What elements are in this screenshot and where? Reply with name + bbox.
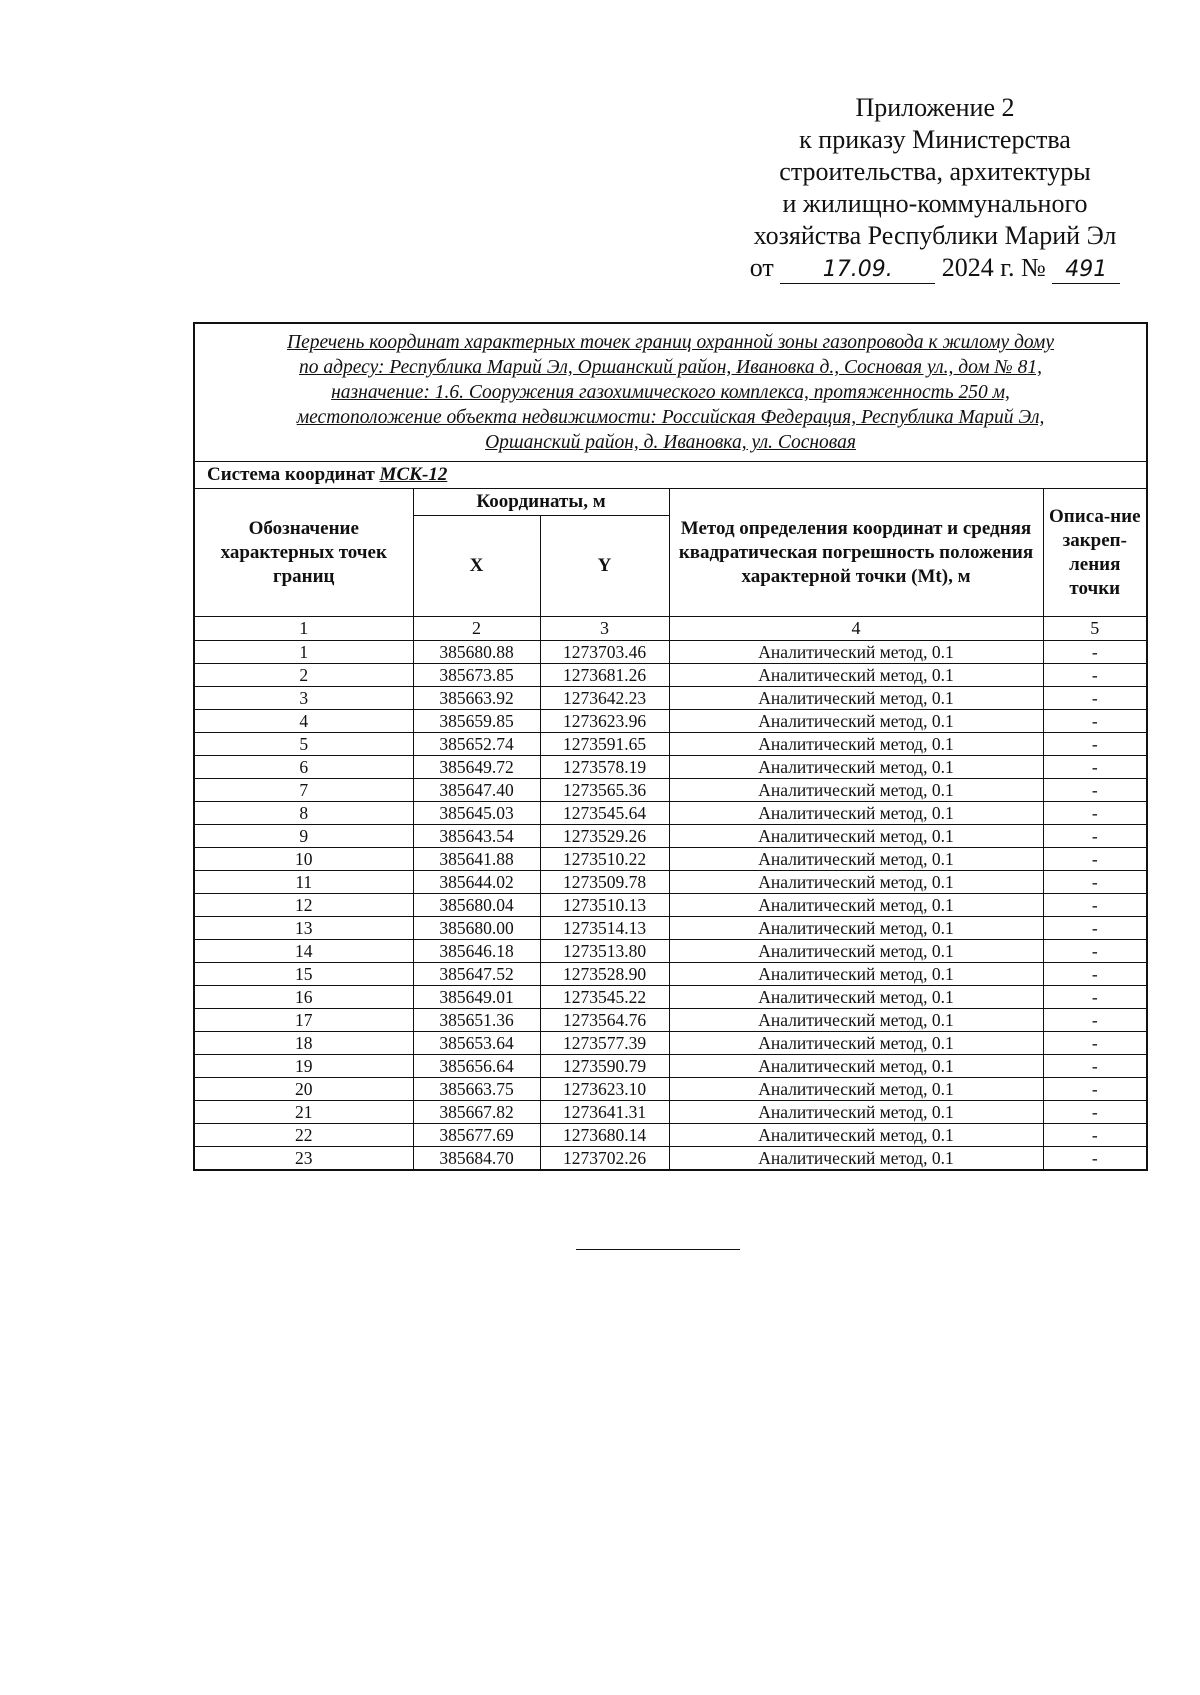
y-cell: 1273680.14: [540, 1124, 669, 1147]
method-cell: Аналитический метод, 0.1: [669, 963, 1043, 986]
table-row: [194, 940, 1147, 963]
point-id-cell: 22: [194, 1124, 413, 1147]
x-cell: 385656.64: [413, 1055, 540, 1078]
y-cell: 1273513.80: [540, 940, 669, 963]
table-row: [194, 779, 1147, 802]
method-cell: Аналитический метод, 0.1: [669, 1147, 1043, 1171]
method-cell: Аналитический метод, 0.1: [669, 1078, 1043, 1101]
table-row: [194, 1078, 1147, 1101]
description-cell: -: [1043, 940, 1147, 963]
point-id-cell: 13: [194, 917, 413, 940]
description-cell: -: [1043, 1078, 1147, 1101]
y-cell: 1273510.13: [540, 894, 669, 917]
table-row: [194, 710, 1147, 733]
method-cell: Аналитический метод, 0.1: [669, 1032, 1043, 1055]
table-row: [194, 1124, 1147, 1147]
system-label: Система координат: [207, 464, 375, 485]
point-id-cell: 20: [194, 1078, 413, 1101]
x-cell: 385673.85: [413, 664, 540, 687]
header-y: Y: [540, 516, 669, 617]
y-cell: 1273564.76: [540, 1009, 669, 1032]
point-id-cell: 2: [194, 664, 413, 687]
caption-line-1: Перечень координат характерных точек границ охранной зоны газопровода к жилому дому: [286, 332, 1055, 353]
point-id-cell: 11: [194, 871, 413, 894]
x-cell: 385641.88: [413, 848, 540, 871]
description-cell: -: [1043, 1101, 1147, 1124]
point-id-cell: 21: [194, 1101, 413, 1124]
x-cell: 385646.18: [413, 940, 540, 963]
x-cell: 385663.75: [413, 1078, 540, 1101]
table-row: [194, 894, 1147, 917]
table-row: [194, 986, 1147, 1009]
point-id-cell: 1: [194, 641, 413, 664]
y-cell: 1273703.46: [540, 641, 669, 664]
description-cell: -: [1043, 986, 1147, 1009]
header-coords: Координаты, м: [413, 489, 669, 516]
y-cell: 1273565.36: [540, 779, 669, 802]
column-numbers-row: [194, 617, 1147, 641]
point-id-cell: 12: [194, 894, 413, 917]
description-cell: -: [1043, 848, 1147, 871]
column-number: 3: [540, 617, 669, 641]
x-cell: 385647.52: [413, 963, 540, 986]
y-cell: 1273681.26: [540, 664, 669, 687]
header-x: X: [413, 516, 540, 617]
x-cell: 385644.02: [413, 871, 540, 894]
appendix-line-1: Приложение 2: [855, 93, 1015, 122]
table-row: [194, 664, 1147, 687]
method-cell: Аналитический метод, 0.1: [669, 802, 1043, 825]
table-row: [194, 871, 1147, 894]
point-id-cell: 8: [194, 802, 413, 825]
description-cell: -: [1043, 664, 1147, 687]
description-cell: -: [1043, 1124, 1147, 1147]
method-cell: Аналитический метод, 0.1: [669, 825, 1043, 848]
appendix-header: [700, 92, 1170, 284]
table-row: [194, 848, 1147, 871]
point-id-cell: 14: [194, 940, 413, 963]
point-id-cell: 7: [194, 779, 413, 802]
x-cell: 385645.03: [413, 802, 540, 825]
x-cell: 385663.92: [413, 687, 540, 710]
x-cell: 385680.88: [413, 641, 540, 664]
table-row: [194, 1009, 1147, 1032]
x-cell: 385652.74: [413, 733, 540, 756]
method-cell: Аналитический метод, 0.1: [669, 871, 1043, 894]
x-cell: 385659.85: [413, 710, 540, 733]
y-cell: 1273577.39: [540, 1032, 669, 1055]
caption-line-3: назначение: 1.6. Сооружения газохимического комплекса, протяженность 250 м,: [331, 382, 1010, 403]
description-cell: -: [1043, 825, 1147, 848]
caption-line-4: местоположение объекта недвижимости: Российская Федерация, Республика Марий Эл,: [296, 407, 1045, 428]
header-method: Метод определения координат и средняя квадратическая погрешность положения характерной точки (Mt), м: [669, 489, 1043, 617]
method-cell: Аналитический метод, 0.1: [669, 664, 1043, 687]
point-id-cell: 15: [194, 963, 413, 986]
method-cell: Аналитический метод, 0.1: [669, 848, 1043, 871]
description-cell: -: [1043, 894, 1147, 917]
method-cell: Аналитический метод, 0.1: [669, 641, 1043, 664]
x-cell: 385649.01: [413, 986, 540, 1009]
y-cell: 1273641.31: [540, 1101, 669, 1124]
method-cell: Аналитический метод, 0.1: [669, 986, 1043, 1009]
appendix-line-5: хозяйства Республики Марий Эл: [753, 221, 1117, 250]
y-cell: 1273528.90: [540, 963, 669, 986]
point-id-cell: 3: [194, 687, 413, 710]
table-row: [194, 1101, 1147, 1124]
x-cell: 385647.40: [413, 779, 540, 802]
header-point: Обозначение характерных точек границ: [194, 489, 413, 617]
method-cell: Аналитический метод, 0.1: [669, 710, 1043, 733]
description-cell: -: [1043, 641, 1147, 664]
method-cell: Аналитический метод, 0.1: [669, 1009, 1043, 1032]
table-row: [194, 733, 1147, 756]
description-cell: -: [1043, 779, 1147, 802]
coordinate-system: [194, 462, 1147, 489]
method-cell: Аналитический метод, 0.1: [669, 917, 1043, 940]
system-name: МСК-12: [379, 464, 448, 485]
point-id-cell: 17: [194, 1009, 413, 1032]
description-cell: -: [1043, 917, 1147, 940]
y-cell: 1273623.10: [540, 1078, 669, 1101]
point-id-cell: 18: [194, 1032, 413, 1055]
table-row: [194, 825, 1147, 848]
column-number: 2: [413, 617, 540, 641]
y-cell: 1273590.79: [540, 1055, 669, 1078]
method-cell: Аналитический метод, 0.1: [669, 894, 1043, 917]
table-row: [194, 1147, 1147, 1171]
y-cell: 1273578.19: [540, 756, 669, 779]
y-cell: 1273702.26: [540, 1147, 669, 1171]
y-cell: 1273545.64: [540, 802, 669, 825]
description-cell: -: [1043, 687, 1147, 710]
from-prefix: от: [749, 253, 774, 282]
end-divider: [576, 1249, 740, 1250]
x-cell: 385651.36: [413, 1009, 540, 1032]
table-row: [194, 1032, 1147, 1055]
point-id-cell: 23: [194, 1147, 413, 1171]
table-row: [194, 687, 1147, 710]
x-cell: 385649.72: [413, 756, 540, 779]
description-cell: -: [1043, 802, 1147, 825]
method-cell: Аналитический метод, 0.1: [669, 1124, 1043, 1147]
description-cell: -: [1043, 710, 1147, 733]
caption-line-2: по адресу: Республика Марий Эл, Оршанский район, Ивановка д., Сосновая ул., дом № 81,: [298, 357, 1043, 378]
appendix-line-4: и жилищно-коммунального: [782, 189, 1088, 218]
description-cell: -: [1043, 1009, 1147, 1032]
description-cell: -: [1043, 733, 1147, 756]
coordinates-table: [193, 322, 1148, 1171]
y-cell: 1273545.22: [540, 986, 669, 1009]
order-date: 17.09.: [780, 257, 935, 284]
point-id-cell: 5: [194, 733, 413, 756]
y-cell: 1273642.23: [540, 687, 669, 710]
method-cell: Аналитический метод, 0.1: [669, 940, 1043, 963]
x-cell: 385680.04: [413, 894, 540, 917]
y-cell: 1273623.96: [540, 710, 669, 733]
x-cell: 385667.82: [413, 1101, 540, 1124]
y-cell: 1273510.22: [540, 848, 669, 871]
header-description: Описа-ние закреп-ления точки: [1043, 489, 1147, 617]
appendix-line-3: строительства, архитектуры: [779, 157, 1091, 186]
description-cell: -: [1043, 756, 1147, 779]
point-id-cell: 10: [194, 848, 413, 871]
y-cell: 1273591.65: [540, 733, 669, 756]
x-cell: 385653.64: [413, 1032, 540, 1055]
method-cell: Аналитический метод, 0.1: [669, 687, 1043, 710]
column-number: 4: [669, 617, 1043, 641]
table-row: [194, 641, 1147, 664]
appendix-date-line: [700, 252, 1170, 284]
point-id-cell: 9: [194, 825, 413, 848]
method-cell: Аналитический метод, 0.1: [669, 1101, 1043, 1124]
column-number: 1: [194, 617, 413, 641]
table-row: [194, 1055, 1147, 1078]
year-text: 2024 г. №: [941, 253, 1046, 282]
table-row: [194, 802, 1147, 825]
description-cell: -: [1043, 963, 1147, 986]
x-cell: 385684.70: [413, 1147, 540, 1171]
appendix-line-2: к приказу Министерства: [799, 125, 1071, 154]
description-cell: -: [1043, 1147, 1147, 1171]
method-cell: Аналитический метод, 0.1: [669, 779, 1043, 802]
y-cell: 1273514.13: [540, 917, 669, 940]
point-id-cell: 4: [194, 710, 413, 733]
column-number: 5: [1043, 617, 1147, 641]
description-cell: -: [1043, 871, 1147, 894]
order-number: 491: [1052, 257, 1120, 284]
point-id-cell: 19: [194, 1055, 413, 1078]
caption-line-5: Оршанский район, д. Ивановка, ул. Сосновая: [485, 432, 856, 453]
table-row: [194, 756, 1147, 779]
point-id-cell: 6: [194, 756, 413, 779]
table-caption: [194, 323, 1147, 462]
table-row: [194, 917, 1147, 940]
x-cell: 385643.54: [413, 825, 540, 848]
method-cell: Аналитический метод, 0.1: [669, 733, 1043, 756]
description-cell: -: [1043, 1032, 1147, 1055]
method-cell: Аналитический метод, 0.1: [669, 1055, 1043, 1078]
method-cell: Аналитический метод, 0.1: [669, 756, 1043, 779]
x-cell: 385680.00: [413, 917, 540, 940]
y-cell: 1273509.78: [540, 871, 669, 894]
x-cell: 385677.69: [413, 1124, 540, 1147]
point-id-cell: 16: [194, 986, 413, 1009]
description-cell: -: [1043, 1055, 1147, 1078]
y-cell: 1273529.26: [540, 825, 669, 848]
table-row: [194, 963, 1147, 986]
